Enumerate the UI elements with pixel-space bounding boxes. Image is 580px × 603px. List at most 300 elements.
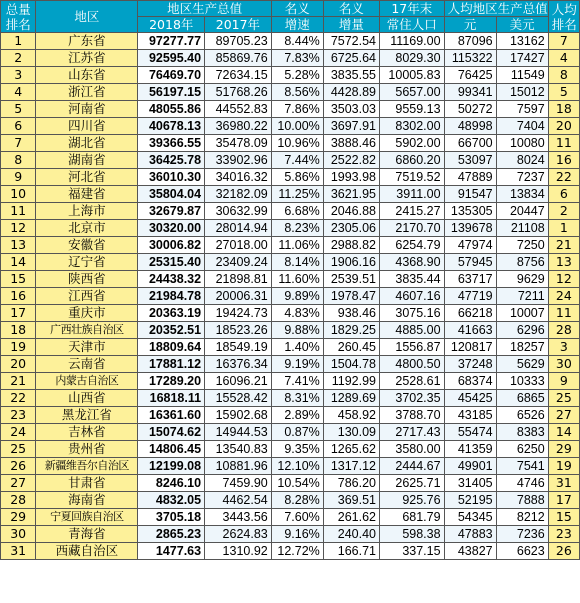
nominal-amount-cell: 458.92 bbox=[323, 407, 379, 424]
gdp-2017-cell: 13540.83 bbox=[205, 441, 272, 458]
gdp-2018-cell: 97277.77 bbox=[138, 33, 205, 50]
per-capita-rank-cell: 16 bbox=[548, 152, 579, 169]
gdp-2017-cell: 36980.22 bbox=[205, 118, 272, 135]
table-row bbox=[1, 492, 580, 509]
gdp-2017-cell: 19424.73 bbox=[205, 305, 272, 322]
nominal-growth-cell: 9.19% bbox=[271, 356, 323, 373]
table-row bbox=[1, 526, 580, 543]
rank-cell: 15 bbox=[1, 271, 36, 288]
gdp-2018-cell: 48055.86 bbox=[138, 101, 205, 118]
gdp-group-header: 地区生产总值 bbox=[138, 1, 271, 17]
table-row bbox=[1, 152, 580, 169]
nominal-growth-cell: 5.28% bbox=[271, 67, 323, 84]
nominal-growth-cell: 12.10% bbox=[271, 458, 323, 475]
nominal-amount-cell: 7572.54 bbox=[323, 33, 379, 50]
region-cell: 贵州省 bbox=[36, 441, 138, 458]
rank-cell: 26 bbox=[1, 458, 36, 475]
per-capita-usd-cell: 11549 bbox=[496, 67, 548, 84]
rank-cell: 31 bbox=[1, 543, 36, 560]
per-capita-yuan-cell: 55474 bbox=[444, 424, 496, 441]
nominal-amount-cell: 1289.69 bbox=[323, 390, 379, 407]
region-cell: 辽宁省 bbox=[36, 254, 138, 271]
region-cell: 重庆市 bbox=[36, 305, 138, 322]
per-capita-yuan-cell: 87096 bbox=[444, 33, 496, 50]
population-cell: 10005.83 bbox=[380, 67, 445, 84]
population-cell: 3702.35 bbox=[380, 390, 445, 407]
gdp-2017-cell: 2624.83 bbox=[205, 526, 272, 543]
population-cell: 3788.70 bbox=[380, 407, 445, 424]
per-capita-yuan-cell: 76425 bbox=[444, 67, 496, 84]
per-capita-yuan-cell: 41663 bbox=[444, 322, 496, 339]
gdp-2018-cell: 20363.19 bbox=[138, 305, 205, 322]
nominal-growth-cell: 10.54% bbox=[271, 475, 323, 492]
gdp-2018-cell: 16818.11 bbox=[138, 390, 205, 407]
rank-cell: 14 bbox=[1, 254, 36, 271]
gdp-2017-cell: 27018.00 bbox=[205, 237, 272, 254]
nominal-growth-cell: 2.89% bbox=[271, 407, 323, 424]
nominal-amount-cell: 786.20 bbox=[323, 475, 379, 492]
per-capita-usd-cell: 6296 bbox=[496, 322, 548, 339]
per-capita-usd-cell: 18257 bbox=[496, 339, 548, 356]
nominal-amount-cell: 1978.47 bbox=[323, 288, 379, 305]
per-capita-usd-cell: 6250 bbox=[496, 441, 548, 458]
gdp-2018-cell: 56197.15 bbox=[138, 84, 205, 101]
gdp-2017-cell: 16376.34 bbox=[205, 356, 272, 373]
gdp-2018-cell: 76469.70 bbox=[138, 67, 205, 84]
nominal-growth-cell: 10.00% bbox=[271, 118, 323, 135]
nominal-amount-cell: 166.71 bbox=[323, 543, 379, 560]
region-cell: 湖北省 bbox=[36, 135, 138, 152]
per-capita-yuan-cell: 47974 bbox=[444, 237, 496, 254]
per-capita-usd-cell: 6526 bbox=[496, 407, 548, 424]
region-cell: 山东省 bbox=[36, 67, 138, 84]
nominal-growth-cell: 9.35% bbox=[271, 441, 323, 458]
nominal-amount-cell: 261.62 bbox=[323, 509, 379, 526]
rank-cell: 4 bbox=[1, 84, 36, 101]
table-row bbox=[1, 101, 580, 118]
per-capita-rank-cell: 1 bbox=[548, 220, 579, 237]
table-row bbox=[1, 441, 580, 458]
table-row bbox=[1, 118, 580, 135]
rank-cell: 17 bbox=[1, 305, 36, 322]
region-cell: 宁夏回族自治区 bbox=[36, 509, 138, 526]
gdp-2018-cell: 40678.13 bbox=[138, 118, 205, 135]
per-capita-group-header: 人均地区生产总值 bbox=[444, 1, 548, 17]
region-cell: 广东省 bbox=[36, 33, 138, 50]
nominal-amount-cell: 1265.62 bbox=[323, 441, 379, 458]
region-cell: 海南省 bbox=[36, 492, 138, 509]
rank-cell: 6 bbox=[1, 118, 36, 135]
population-cell: 4885.00 bbox=[380, 322, 445, 339]
population-cell: 2444.67 bbox=[380, 458, 445, 475]
gdp-2017-cell: 35478.09 bbox=[205, 135, 272, 152]
nominal-amount-cell: 369.51 bbox=[323, 492, 379, 509]
nominal-growth-cell: 7.44% bbox=[271, 152, 323, 169]
per-capita-yuan-cell: 37248 bbox=[444, 356, 496, 373]
per-capita-yuan-cell: 31405 bbox=[444, 475, 496, 492]
per-capita-rank-cell: 3 bbox=[548, 339, 579, 356]
gdp-2017-cell: 33902.96 bbox=[205, 152, 272, 169]
nominal-growth-cell: 9.16% bbox=[271, 526, 323, 543]
per-capita-yuan-cell: 68374 bbox=[444, 373, 496, 390]
table-row bbox=[1, 135, 580, 152]
table-row bbox=[1, 271, 580, 288]
per-capita-usd-cell: 7404 bbox=[496, 118, 548, 135]
per-capita-yuan-cell: 53097 bbox=[444, 152, 496, 169]
population-cell: 598.38 bbox=[380, 526, 445, 543]
region-header: 地区 bbox=[36, 1, 138, 33]
gdp-2017-cell: 4462.54 bbox=[205, 492, 272, 509]
table-row bbox=[1, 424, 580, 441]
table-row bbox=[1, 475, 580, 492]
per-capita-usd-cell: 17427 bbox=[496, 50, 548, 67]
region-cell: 河南省 bbox=[36, 101, 138, 118]
nominal-amount-header-top: 名义 bbox=[323, 1, 379, 17]
region-cell: 云南省 bbox=[36, 356, 138, 373]
nominal-growth-cell: 9.88% bbox=[271, 322, 323, 339]
nominal-amount-cell: 1504.78 bbox=[323, 356, 379, 373]
nominal-growth-cell: 5.86% bbox=[271, 169, 323, 186]
table-row bbox=[1, 288, 580, 305]
nominal-amount-cell: 3888.46 bbox=[323, 135, 379, 152]
per-capita-rank-cell: 27 bbox=[548, 407, 579, 424]
gdp-2018-cell: 4832.05 bbox=[138, 492, 205, 509]
per-capita-yuan-cell: 48998 bbox=[444, 118, 496, 135]
per-capita-yuan-cell: 139678 bbox=[444, 220, 496, 237]
per-capita-usd-cell: 7597 bbox=[496, 101, 548, 118]
nominal-amount-cell: 938.46 bbox=[323, 305, 379, 322]
nominal-amount-cell: 4428.89 bbox=[323, 84, 379, 101]
gdp-2018-cell: 21984.78 bbox=[138, 288, 205, 305]
per-capita-usd-cell: 10333 bbox=[496, 373, 548, 390]
per-capita-usd-cell: 21108 bbox=[496, 220, 548, 237]
gdp-2017-cell: 14944.53 bbox=[205, 424, 272, 441]
gdp-2018-cell: 3705.18 bbox=[138, 509, 205, 526]
population-cell: 3835.44 bbox=[380, 271, 445, 288]
population-cell: 4607.16 bbox=[380, 288, 445, 305]
population-cell: 5902.00 bbox=[380, 135, 445, 152]
nominal-amount-cell: 1906.16 bbox=[323, 254, 379, 271]
per-capita-yuan-cell: 52195 bbox=[444, 492, 496, 509]
table-row bbox=[1, 50, 580, 67]
table-row bbox=[1, 33, 580, 50]
region-cell: 北京市 bbox=[36, 220, 138, 237]
per-capita-rank-cell: 22 bbox=[548, 169, 579, 186]
population-cell: 11169.00 bbox=[380, 33, 445, 50]
population-cell: 2717.43 bbox=[380, 424, 445, 441]
region-cell: 浙江省 bbox=[36, 84, 138, 101]
gdp-2017-cell: 34016.32 bbox=[205, 169, 272, 186]
rank-cell: 1 bbox=[1, 33, 36, 50]
nominal-amount-cell: 240.40 bbox=[323, 526, 379, 543]
population-cell: 8302.00 bbox=[380, 118, 445, 135]
per-capita-rank-cell: 29 bbox=[548, 441, 579, 458]
per-capita-usd-cell: 7888 bbox=[496, 492, 548, 509]
population-cell: 337.15 bbox=[380, 543, 445, 560]
per-capita-usd-cell: 6623 bbox=[496, 543, 548, 560]
table-row bbox=[1, 169, 580, 186]
per-capita-yuan-header: 元 bbox=[444, 17, 496, 33]
nominal-growth-cell: 12.72% bbox=[271, 543, 323, 560]
gdp-2018-cell: 36010.30 bbox=[138, 169, 205, 186]
gdp-2017-cell: 23409.24 bbox=[205, 254, 272, 271]
region-cell: 陕西省 bbox=[36, 271, 138, 288]
rank-cell: 16 bbox=[1, 288, 36, 305]
per-capita-yuan-cell: 57945 bbox=[444, 254, 496, 271]
population-cell: 9559.13 bbox=[380, 101, 445, 118]
nominal-amount-cell: 1829.25 bbox=[323, 322, 379, 339]
gdp-2017-cell: 15528.42 bbox=[205, 390, 272, 407]
per-capita-yuan-cell: 54345 bbox=[444, 509, 496, 526]
per-capita-yuan-cell: 66218 bbox=[444, 305, 496, 322]
nominal-amount-cell: 1317.12 bbox=[323, 458, 379, 475]
per-capita-usd-cell: 6865 bbox=[496, 390, 548, 407]
per-capita-rank-cell: 30 bbox=[548, 356, 579, 373]
gdp-2018-cell: 92595.40 bbox=[138, 50, 205, 67]
population-cell: 4368.90 bbox=[380, 254, 445, 271]
table-row bbox=[1, 509, 580, 526]
gdp-2017-cell: 72634.15 bbox=[205, 67, 272, 84]
gdp-2017-cell: 89705.23 bbox=[205, 33, 272, 50]
per-capita-rank-cell: 14 bbox=[548, 424, 579, 441]
gdp-2017-cell: 30632.99 bbox=[205, 203, 272, 220]
region-cell: 湖南省 bbox=[36, 152, 138, 169]
gdp-2018-cell: 18809.64 bbox=[138, 339, 205, 356]
nominal-amount-cell: 260.45 bbox=[323, 339, 379, 356]
table-row bbox=[1, 186, 580, 203]
region-cell: 四川省 bbox=[36, 118, 138, 135]
nominal-growth-cell: 8.44% bbox=[271, 33, 323, 50]
gdp-2018-cell: 17881.12 bbox=[138, 356, 205, 373]
region-cell: 吉林省 bbox=[36, 424, 138, 441]
rank-cell: 11 bbox=[1, 203, 36, 220]
table-row bbox=[1, 390, 580, 407]
rank-cell: 20 bbox=[1, 356, 36, 373]
nominal-growth-cell: 1.40% bbox=[271, 339, 323, 356]
nominal-growth-cell: 10.96% bbox=[271, 135, 323, 152]
rank-cell: 25 bbox=[1, 441, 36, 458]
gdp-2018-cell: 15074.62 bbox=[138, 424, 205, 441]
rank-cell: 27 bbox=[1, 475, 36, 492]
per-capita-rank-cell: 11 bbox=[548, 135, 579, 152]
table-row bbox=[1, 305, 580, 322]
population-cell: 6860.20 bbox=[380, 152, 445, 169]
rank-cell: 30 bbox=[1, 526, 36, 543]
nominal-growth-header-top: 名义 bbox=[271, 1, 323, 17]
population-cell: 2170.70 bbox=[380, 220, 445, 237]
region-cell: 黑龙江省 bbox=[36, 407, 138, 424]
nominal-amount-cell: 1192.99 bbox=[323, 373, 379, 390]
nominal-amount-cell: 2988.82 bbox=[323, 237, 379, 254]
gdp-2018-cell: 25315.40 bbox=[138, 254, 205, 271]
per-capita-yuan-cell: 41359 bbox=[444, 441, 496, 458]
region-cell: 甘肃省 bbox=[36, 475, 138, 492]
per-capita-yuan-cell: 66700 bbox=[444, 135, 496, 152]
gdp-2018-cell: 8246.10 bbox=[138, 475, 205, 492]
per-capita-usd-cell: 10007 bbox=[496, 305, 548, 322]
population-cell: 2625.71 bbox=[380, 475, 445, 492]
table-row bbox=[1, 322, 580, 339]
per-capita-usd-cell: 10080 bbox=[496, 135, 548, 152]
per-capita-usd-cell: 7236 bbox=[496, 526, 548, 543]
per-capita-yuan-cell: 47883 bbox=[444, 526, 496, 543]
population-cell: 8029.30 bbox=[380, 50, 445, 67]
per-capita-usd-cell: 8756 bbox=[496, 254, 548, 271]
gdp-2017-cell: 16096.21 bbox=[205, 373, 272, 390]
nominal-amount-cell: 3697.91 bbox=[323, 118, 379, 135]
population-cell: 4800.50 bbox=[380, 356, 445, 373]
per-capita-yuan-cell: 91547 bbox=[444, 186, 496, 203]
nominal-amount-cell: 3835.55 bbox=[323, 67, 379, 84]
per-capita-rank-cell: 31 bbox=[548, 475, 579, 492]
nominal-amount-cell: 2305.06 bbox=[323, 220, 379, 237]
rank-cell: 23 bbox=[1, 407, 36, 424]
rank-cell: 13 bbox=[1, 237, 36, 254]
population-cell: 681.79 bbox=[380, 509, 445, 526]
gdp-2018-cell: 30006.82 bbox=[138, 237, 205, 254]
population-cell: 5657.00 bbox=[380, 84, 445, 101]
per-capita-rank-cell: 23 bbox=[548, 526, 579, 543]
gdp-2018-cell: 30320.00 bbox=[138, 220, 205, 237]
nominal-growth-cell: 4.83% bbox=[271, 305, 323, 322]
gdp-2018-cell: 35804.04 bbox=[138, 186, 205, 203]
gdp-2018-cell: 14806.45 bbox=[138, 441, 205, 458]
region-cell: 山西省 bbox=[36, 390, 138, 407]
gdp-2017-cell: 10881.96 bbox=[205, 458, 272, 475]
gdp-2018-cell: 2865.23 bbox=[138, 526, 205, 543]
nominal-growth-cell: 7.60% bbox=[271, 509, 323, 526]
nominal-growth-cell: 11.25% bbox=[271, 186, 323, 203]
per-capita-rank-cell: 12 bbox=[548, 271, 579, 288]
per-capita-rank-cell: 20 bbox=[548, 118, 579, 135]
rank-cell: 18 bbox=[1, 322, 36, 339]
gdp-2017-cell: 15902.68 bbox=[205, 407, 272, 424]
region-cell: 广西壮族自治区 bbox=[36, 322, 138, 339]
rank-cell: 21 bbox=[1, 373, 36, 390]
nominal-growth-cell: 6.68% bbox=[271, 203, 323, 220]
rank-cell: 9 bbox=[1, 169, 36, 186]
gdp-2017-cell: 28014.94 bbox=[205, 220, 272, 237]
rank-cell: 19 bbox=[1, 339, 36, 356]
population-header-top: 17年末 bbox=[380, 1, 445, 17]
per-capita-usd-cell: 7237 bbox=[496, 169, 548, 186]
rank-header: 总量 排名 bbox=[1, 1, 36, 33]
region-cell: 西藏自治区 bbox=[36, 543, 138, 560]
population-cell: 2528.61 bbox=[380, 373, 445, 390]
per-capita-usd-cell: 15012 bbox=[496, 84, 548, 101]
nominal-amount-cell: 6725.64 bbox=[323, 50, 379, 67]
table-row bbox=[1, 458, 580, 475]
gdp-2018-cell: 20352.51 bbox=[138, 322, 205, 339]
per-capita-usd-cell: 7250 bbox=[496, 237, 548, 254]
nominal-amount-cell: 1993.98 bbox=[323, 169, 379, 186]
nominal-growth-cell: 8.31% bbox=[271, 390, 323, 407]
per-capita-yuan-cell: 120817 bbox=[444, 339, 496, 356]
population-cell: 6254.79 bbox=[380, 237, 445, 254]
nominal-growth-cell: 8.56% bbox=[271, 84, 323, 101]
per-capita-rank-cell: 26 bbox=[548, 543, 579, 560]
population-cell: 7519.52 bbox=[380, 169, 445, 186]
gdp-2018-cell: 16361.60 bbox=[138, 407, 205, 424]
rank-cell: 2 bbox=[1, 50, 36, 67]
per-capita-rank-cell: 5 bbox=[548, 84, 579, 101]
population-header: 常住人口 bbox=[380, 17, 445, 33]
nominal-growth-cell: 8.14% bbox=[271, 254, 323, 271]
per-capita-usd-cell: 8024 bbox=[496, 152, 548, 169]
per-capita-usd-cell: 9629 bbox=[496, 271, 548, 288]
rank-cell: 29 bbox=[1, 509, 36, 526]
gdp-2017-cell: 3443.56 bbox=[205, 509, 272, 526]
nominal-amount-cell: 3503.03 bbox=[323, 101, 379, 118]
gdp-2018-header: 2018年 bbox=[138, 17, 205, 33]
gdp-2017-cell: 32182.09 bbox=[205, 186, 272, 203]
per-capita-yuan-cell: 43827 bbox=[444, 543, 496, 560]
region-cell: 安徽省 bbox=[36, 237, 138, 254]
rank-cell: 24 bbox=[1, 424, 36, 441]
region-cell: 江苏省 bbox=[36, 50, 138, 67]
gdp-2017-cell: 18523.26 bbox=[205, 322, 272, 339]
per-capita-rank-cell: 17 bbox=[548, 492, 579, 509]
table-row bbox=[1, 339, 580, 356]
per-capita-usd-cell: 7541 bbox=[496, 458, 548, 475]
per-capita-rank-cell: 18 bbox=[548, 101, 579, 118]
nominal-amount-cell: 2539.51 bbox=[323, 271, 379, 288]
per-capita-yuan-cell: 43185 bbox=[444, 407, 496, 424]
table-row bbox=[1, 67, 580, 84]
per-capita-rank-cell: 21 bbox=[548, 237, 579, 254]
per-capita-yuan-cell: 47719 bbox=[444, 288, 496, 305]
population-cell: 925.76 bbox=[380, 492, 445, 509]
per-capita-rank-cell: 4 bbox=[548, 50, 579, 67]
rank-cell: 5 bbox=[1, 101, 36, 118]
nominal-growth-cell: 7.41% bbox=[271, 373, 323, 390]
gdp-2017-cell: 21898.81 bbox=[205, 271, 272, 288]
nominal-growth-cell: 8.28% bbox=[271, 492, 323, 509]
rank-cell: 3 bbox=[1, 67, 36, 84]
nominal-growth-cell: 7.86% bbox=[271, 101, 323, 118]
table-row bbox=[1, 84, 580, 101]
nominal-growth-cell: 11.60% bbox=[271, 271, 323, 288]
nominal-amount-cell: 3621.95 bbox=[323, 186, 379, 203]
population-cell: 1556.87 bbox=[380, 339, 445, 356]
nominal-amount-cell: 130.09 bbox=[323, 424, 379, 441]
nominal-growth-cell: 0.87% bbox=[271, 424, 323, 441]
table-row bbox=[1, 373, 580, 390]
table-row bbox=[1, 543, 580, 560]
rank-cell: 12 bbox=[1, 220, 36, 237]
table-row bbox=[1, 356, 580, 373]
rank-cell: 10 bbox=[1, 186, 36, 203]
per-capita-rank-cell: 24 bbox=[548, 288, 579, 305]
per-capita-usd-cell: 4746 bbox=[496, 475, 548, 492]
per-capita-yuan-cell: 99341 bbox=[444, 84, 496, 101]
rank-cell: 22 bbox=[1, 390, 36, 407]
nominal-growth-header: 增速 bbox=[271, 17, 323, 33]
per-capita-rank-cell: 25 bbox=[548, 390, 579, 407]
per-capita-rank-cell: 8 bbox=[548, 67, 579, 84]
nominal-growth-cell: 8.23% bbox=[271, 220, 323, 237]
population-cell: 3075.16 bbox=[380, 305, 445, 322]
per-capita-yuan-cell: 115322 bbox=[444, 50, 496, 67]
region-cell: 上海市 bbox=[36, 203, 138, 220]
per-capita-rank-cell: 6 bbox=[548, 186, 579, 203]
per-capita-usd-cell: 13162 bbox=[496, 33, 548, 50]
region-cell: 福建省 bbox=[36, 186, 138, 203]
gdp-2018-cell: 24438.32 bbox=[138, 271, 205, 288]
gdp-2018-cell: 17289.20 bbox=[138, 373, 205, 390]
region-cell: 江西省 bbox=[36, 288, 138, 305]
per-capita-rank-cell: 13 bbox=[548, 254, 579, 271]
